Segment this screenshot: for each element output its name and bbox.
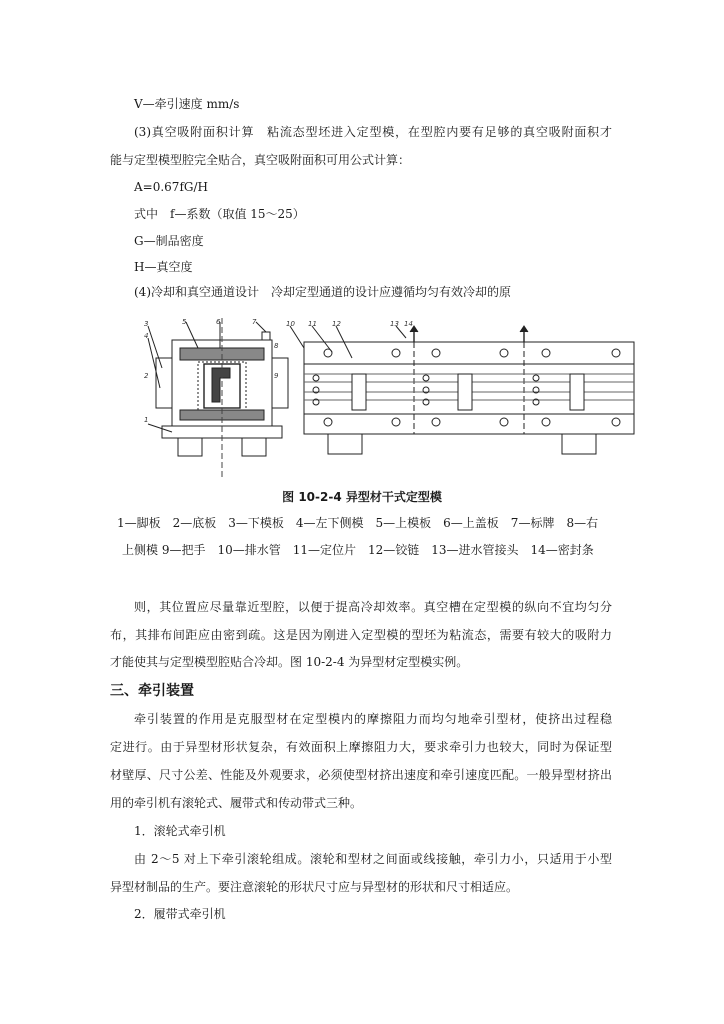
- text-line: 异型材制品的生产。要注意滚轮的形状尺寸应与异型材的形状和尺寸相适应。: [110, 880, 519, 894]
- foot-left: [178, 438, 202, 456]
- callout-label: 11: [308, 320, 317, 328]
- callout-label: 10: [286, 320, 295, 328]
- callout-label: 1: [144, 416, 149, 424]
- text-line: 材壁厚、尺寸公差、性能及外观要求，必须使型材挤出速度和牵引速度匹配。一般异型材挤出: [110, 768, 612, 782]
- callout-label: 12: [332, 320, 341, 328]
- figure-legend-line: 上侧模 9—把手 10—排水管 11—定位片 12—铰链 13—进水管接头 14—密封条: [122, 543, 594, 557]
- callout-label: 3: [144, 320, 149, 328]
- text-line: 能与定型模型腔完全贴合，真空吸附面积可用公式计算：: [110, 153, 411, 167]
- text-line: 定进行。由于异型材形状复杂，有效面积上摩擦阻力大，要求牵引力也较大，同时为保证型: [110, 740, 612, 754]
- label-plate: [262, 332, 270, 340]
- text-line: V—牵引速度 mm/s: [134, 97, 240, 111]
- side-foot-left: [328, 434, 362, 454]
- profile-section: [212, 368, 230, 402]
- callout-label: 8: [274, 342, 279, 350]
- callout-label: 4: [144, 332, 149, 340]
- text-line: (3)真空吸附面积计算 粘流态型坯进入定型模，在型腔内要有足够的真空吸附面积才: [134, 125, 612, 139]
- die-drawing-figure: [142, 318, 638, 480]
- text-line: 牵引装置的作用是克服型材在定型模内的摩擦阻力而均匀地牵引型材，使挤出过程稳: [134, 712, 612, 726]
- text-line: 则，其位置应尽量靠近型腔，以便于提高冷却效率。真空槽在定型模的纵向不宜均匀分: [134, 600, 612, 614]
- text-line: H—真空度: [134, 260, 193, 274]
- right-side-mold: [272, 358, 288, 408]
- callout-label: 7: [252, 318, 257, 326]
- text-line: A=0.67fG/H: [134, 180, 208, 194]
- text-line: 由 2～5 对上下牵引滚轮组成。滚轮和型材之间面或线接触，牵引力小，只适用于小型: [134, 852, 612, 866]
- callout-label: 2: [144, 372, 149, 380]
- figure-legend-line: 1—脚板 2—底板 3—下模板 4—左下侧模 5—上模板 6—上盖板 7—标牌 8—右: [117, 516, 599, 530]
- subheading: 2．履带式牵引机: [134, 907, 226, 921]
- side-foot-right: [562, 434, 596, 454]
- callout-label: 14: [404, 320, 413, 328]
- callout-label: 9: [274, 372, 279, 380]
- section-heading: 三、牵引装置: [110, 683, 194, 699]
- foot-right: [242, 438, 266, 456]
- figure-caption: 图 10-2-4 异型材干式定型模: [282, 490, 442, 504]
- text-line: G—制品密度: [134, 234, 204, 248]
- text-line: 才能使其与定型模型腔贴合冷却。图 10-2-4 为异型材定型模实例。: [110, 655, 469, 669]
- text-line: 式中 f—系数（取值 15～25）: [134, 207, 305, 221]
- callout-label: 5: [182, 318, 187, 326]
- text-line: 用的牵引机有滚轮式、履带式和传动带式三种。: [110, 796, 363, 810]
- text-line: 布，其排布间距应由密到疏。这是因为刚进入定型模的型坯为粘流态，需要有较大的吸附力: [110, 628, 612, 642]
- callout-label: 6: [216, 318, 221, 326]
- subheading: 1．滚轮式牵引机: [134, 824, 226, 838]
- callout-label: 13: [390, 320, 399, 328]
- die-drawing: [142, 318, 638, 480]
- text-line: (4)冷却和真空通道设计 冷却定型通道的设计应遵循均匀有效冷却的原: [134, 285, 512, 299]
